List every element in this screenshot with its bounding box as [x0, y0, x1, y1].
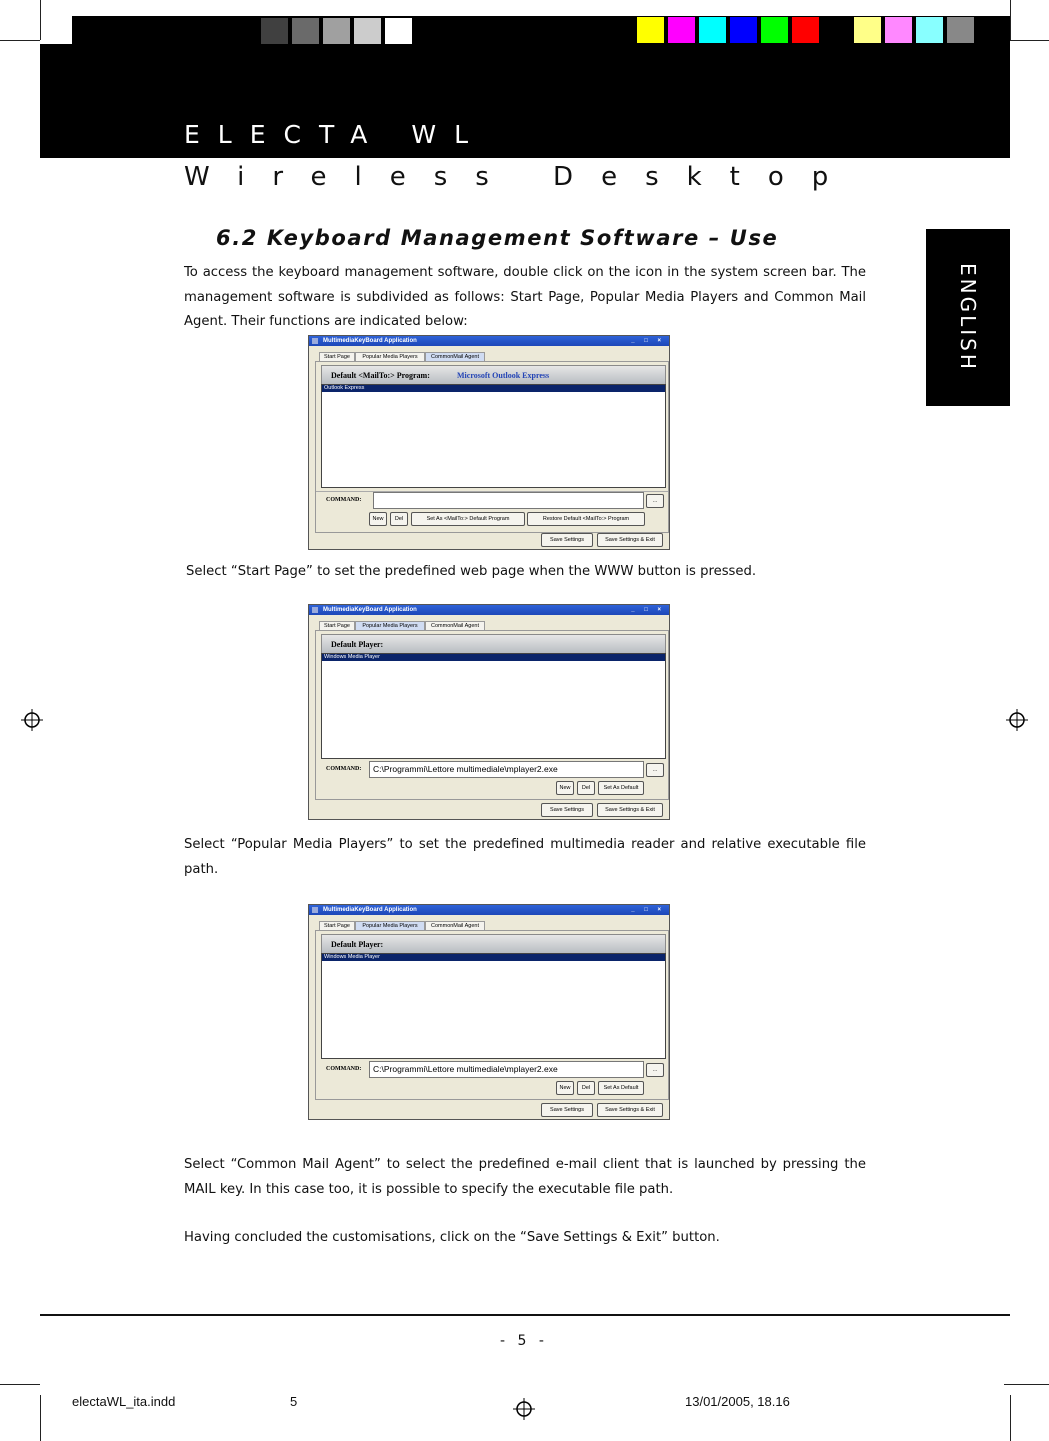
window-title: MultimediaKeyBoard Application	[323, 338, 417, 344]
delete-button[interactable]: Del	[577, 1081, 595, 1095]
registration-mark-icon	[21, 709, 43, 731]
app-window-media-players	[308, 604, 670, 820]
list-header	[321, 365, 666, 385]
color-swatch	[322, 17, 351, 45]
tab-panel	[315, 930, 669, 1100]
browse-button[interactable]: ...	[646, 494, 664, 508]
command-input[interactable]	[373, 492, 644, 509]
window-titlebar	[309, 336, 669, 346]
color-swatch	[668, 17, 695, 43]
restore-default-button[interactable]: Restore Default <MailTo:> Program	[527, 512, 645, 526]
tab-mail-agent[interactable]: CommonMail Agent	[425, 352, 485, 361]
window-titlebar	[309, 905, 669, 915]
list-header	[321, 634, 666, 654]
brand-subtitle: Wireless Desktop	[184, 162, 857, 192]
crop-mark	[1010, 0, 1011, 40]
tab-panel	[315, 630, 669, 800]
tab-start-page[interactable]: Start Page	[319, 621, 355, 630]
caption-closing: Having concluded the customisations, click on the “Save Settings & Exit” button.	[184, 1230, 720, 1245]
app-icon	[312, 607, 318, 613]
browse-button[interactable]: ...	[646, 763, 664, 777]
program-list[interactable]	[321, 384, 666, 488]
color-swatch	[699, 17, 726, 43]
color-swatch	[291, 17, 320, 45]
save-exit-button[interactable]: Save Settings & Exit	[597, 1103, 663, 1117]
registration-mark-icon	[1006, 709, 1028, 731]
crop-mark	[1010, 1395, 1011, 1441]
window-controls[interactable]: _ □ ×	[631, 338, 665, 344]
brand-title: ELECTA WL	[184, 120, 487, 149]
crop-mark	[40, 0, 41, 40]
caption-start-page: Select “Start Page” to set the predefined web page when the WWW button is pressed.	[186, 564, 757, 579]
color-swatch	[761, 17, 788, 43]
caption-mail-agent: Select “Common Mail Agent” to select the predefined e-mail client that is launched by pressing the MAIL key. In this case too, it is possible to specify the executable file path.	[184, 1157, 866, 1197]
save-settings-button[interactable]: Save Settings	[541, 803, 593, 817]
tab-start-page[interactable]: Start Page	[319, 921, 355, 930]
command-label: COMMAND:	[326, 766, 362, 772]
window-titlebar	[309, 605, 669, 615]
app-window-media-players-2	[308, 904, 670, 1120]
color-swatch	[823, 17, 850, 43]
crop-mark	[1010, 40, 1049, 41]
language-tab	[926, 229, 1010, 406]
tab-mail-agent[interactable]: CommonMail Agent	[425, 621, 485, 630]
delete-button[interactable]: Del	[390, 512, 408, 526]
tab-mail-agent[interactable]: CommonMail Agent	[425, 921, 485, 930]
list-item[interactable]: Windows Media Player	[322, 954, 665, 961]
window-title: MultimediaKeyBoard Application	[323, 607, 417, 613]
color-swatch	[730, 17, 757, 43]
save-settings-button[interactable]: Save Settings	[541, 1103, 593, 1117]
command-input[interactable]: C:\Programmi\Lettore multimediale\mplayer2.exe	[369, 1061, 644, 1078]
command-label: COMMAND:	[326, 497, 362, 503]
page-number: - 5 -	[500, 1333, 548, 1349]
footer-file-name: electaWL_ita.indd	[72, 1394, 176, 1409]
window-controls[interactable]: _ □ ×	[631, 907, 665, 913]
set-default-button[interactable]: Set As Default	[598, 1081, 644, 1095]
language-label: ENGLISH	[956, 263, 980, 372]
color-swatch	[637, 17, 664, 43]
save-exit-button[interactable]: Save Settings & Exit	[597, 533, 663, 547]
set-default-button[interactable]: Set As Default	[598, 781, 644, 795]
tab-media-players[interactable]: Popular Media Players	[355, 352, 425, 361]
set-default-button[interactable]: Set As <MailTo:> Default Program	[411, 512, 525, 526]
caption-media-players: Select “Popular Media Players” to set the predefined multimedia reader and relative executable file path.	[184, 837, 866, 877]
new-button[interactable]: New	[369, 512, 387, 526]
new-button[interactable]: New	[556, 781, 574, 795]
browse-button[interactable]: ...	[646, 1063, 664, 1077]
app-icon	[312, 338, 318, 344]
tab-media-players[interactable]: Popular Media Players	[355, 621, 425, 630]
crop-mark	[40, 1395, 41, 1441]
new-button[interactable]: New	[556, 1081, 574, 1095]
footer-file-page: 5	[290, 1394, 298, 1409]
color-swatch	[384, 17, 413, 45]
window-controls[interactable]: _ □ ×	[631, 607, 665, 613]
app-window-mail-agent	[308, 335, 670, 550]
save-exit-button[interactable]: Save Settings & Exit	[597, 803, 663, 817]
color-swatch	[792, 17, 819, 43]
window-title: MultimediaKeyBoard Application	[323, 907, 417, 913]
crop-mark	[0, 40, 40, 41]
footer-timestamp: 13/01/2005, 18.16	[685, 1394, 790, 1409]
delete-button[interactable]: Del	[577, 781, 595, 795]
color-swatch	[916, 17, 943, 43]
registration-mark-icon	[513, 1398, 535, 1420]
color-swatch	[947, 17, 974, 43]
list-header	[321, 934, 666, 954]
tab-media-players[interactable]: Popular Media Players	[355, 921, 425, 930]
tab-start-page[interactable]: Start Page	[319, 352, 355, 361]
crop-mark	[0, 1384, 40, 1385]
footer-rule	[40, 1314, 1010, 1316]
intro-paragraph: To access the keyboard management software, double click on the icon in the system screen bar. The management software is subdivided as follows: Start Page, Popular Media Players and Common Mail Agent. Their functions are indicated below:	[184, 265, 866, 329]
color-swatch	[353, 17, 382, 45]
save-settings-button[interactable]: Save Settings	[541, 533, 593, 547]
color-swatch	[885, 17, 912, 43]
list-item[interactable]: Windows Media Player	[322, 654, 665, 661]
color-swatch	[260, 17, 289, 45]
default-program-value: Microsoft Outlook Express	[457, 371, 550, 380]
player-list[interactable]	[321, 953, 666, 1059]
list-header-label: Default Player:	[331, 640, 384, 649]
list-item[interactable]: Outlook Express	[322, 385, 665, 392]
tab-panel	[315, 361, 669, 533]
section-heading: 6.2 Keyboard Management Software – Use	[216, 226, 779, 250]
color-swatch	[854, 17, 881, 43]
list-header-label: Default Player:	[331, 940, 384, 949]
player-list[interactable]	[321, 653, 666, 759]
crop-mark	[1004, 1384, 1049, 1385]
app-icon	[312, 907, 318, 913]
command-label: COMMAND:	[326, 1066, 362, 1072]
command-input[interactable]: C:\Programmi\Lettore multimediale\mplayer2.exe	[369, 761, 644, 778]
list-header-label: Default <MailTo:> Program:	[331, 371, 430, 380]
